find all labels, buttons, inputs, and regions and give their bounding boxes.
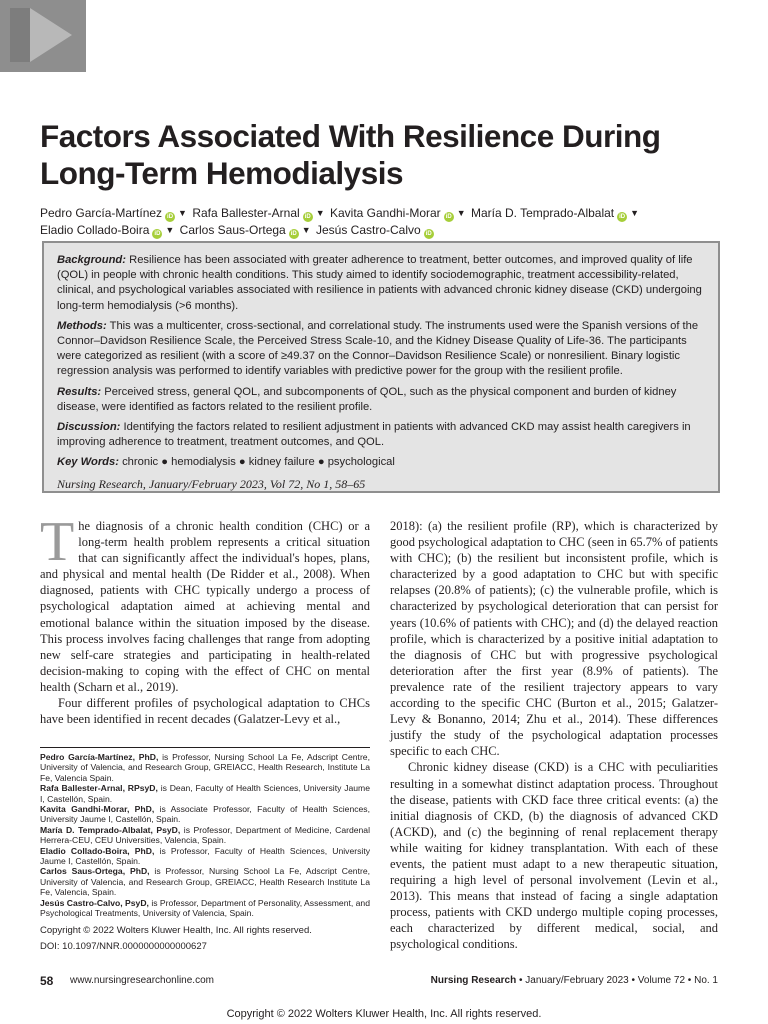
affiliation: María D. Temprado-Albalat, PsyD, is Professor, Department of Medicine, Cardenal Herrera-CEU, CEU Universities, Valencia, Spain. <box>40 824 370 846</box>
author-name[interactable]: Eladio Collado-Boira <box>40 223 150 237</box>
down-triangle-icon: ▼ <box>301 225 311 235</box>
down-triangle-icon: ▼ <box>315 208 325 218</box>
body-paragraph: Four different profiles of psychological adaptation to CHCs have been identified in recent decades (Galatzer-Levy et al., <box>40 696 370 727</box>
keyword: chronic <box>122 456 159 469</box>
body-column-left <box>40 511 370 727</box>
abstract-methods: Methods: This was a multicenter, cross-sectional, and correlational study. The instruments used were the Spanish versions of the Connor–Davidson Resilience Scale, the Perceived Stress Scale-10, and the Kidney Disease Quality of Life-36. The participants were categorized as resilient (with a score of ≥49.37 on the Connor–Davidson Resilience Scale) or nonresilient. Binary logistic regression analysis was performed to identify variables with predictive power for the group with the resilient profile. <box>57 319 699 378</box>
author-name[interactable]: Kavita Gandhi-Morar <box>329 206 441 220</box>
page-copyright: Copyright © 2022 Wolters Kluwer Health, Inc. All rights reserved. <box>226 1008 542 1020</box>
article-title: Factors Associated With Resilience During Long-Term Hemodialysis <box>40 118 661 191</box>
drop-cap: T <box>40 511 75 573</box>
abstract-results: Results: Perceived stress, general QOL, and subcomponents of QOL, such as the physical component and burden of kidney disease, were identified as factors related to the resilient profile. <box>57 385 677 413</box>
author-list <box>40 205 740 239</box>
down-triangle-icon: ▼ <box>178 208 187 218</box>
abstract-keywords: Key Words: chronic ● hemodialysis ● kidney failure ● psychological <box>57 456 395 469</box>
orcid-icon[interactable]: iD <box>445 214 452 220</box>
affiliation: Rafa Ballester-Arnal, RPsyD, is Dean, Faculty of Health Sciences, University Jaume I, Castellón, Spain. <box>40 783 370 804</box>
orcid-icon[interactable]: iD <box>290 231 297 237</box>
keyword: kidney failure <box>248 456 315 469</box>
footnote-divider <box>40 747 370 748</box>
website-link[interactable]: www.nursingresearchonline.com <box>70 975 214 986</box>
body-column-right <box>390 518 718 953</box>
orcid-icon[interactable]: iD <box>304 214 311 220</box>
orcid-icon[interactable]: iD <box>425 231 432 237</box>
author-affiliations <box>40 752 370 919</box>
page-number: 58 <box>40 974 54 988</box>
down-triangle-icon: ▼ <box>456 208 466 218</box>
author-name[interactable]: Pedro García-Martínez <box>40 206 163 220</box>
affiliation: Eladio Collado-Boira, PhD, is Professor, Faculty of Health Sciences, University Jaume I, Castellón, Spain. <box>40 845 370 867</box>
author-name[interactable]: Carlos Saus-Ortega <box>179 223 286 237</box>
doi-link[interactable]: DOI: 10.1097/NNR.0000000000000627 <box>40 941 207 952</box>
orcid-icon[interactable]: iD <box>167 214 174 220</box>
play-triangle-icon <box>0 0 86 72</box>
body-paragraph: 2018): (a) the resilient profile (RP), which is characterized by good psychological adaptation to CHC (seen in 65.7% of patients with CHC); (b) the resilient but inconsistent profile, which is characterized by a good adaptation to CHC but with specific relapses (20.8% of patients); (c) the vulnerable profile, which is characterized by psychological deterioration that can persist for years (10.6% of patients with CHC); and (d) the delayed reaction profile, which is characterized by a positive initial adaptation to the diagnosis of CHC but with progressive psychological deterioration after the first year (8.9% of patients). The prevalence rate of the resilient trajectory appears to vary according to the specific CHC (Burton et al., 2015; Galatzer-Levy & Bonanno, 2014; Zhu et al., 2014). These differences justify the study of the psychological adaptation processes specific to each CHC. <box>390 519 718 759</box>
down-triangle-icon: ▼ <box>630 208 640 218</box>
copyright-note: Copyright © 2022 Wolters Kluwer Health, Inc. All rights reserved. <box>40 925 312 936</box>
journal-footer: Nursing Research • January/February 2023 • Volume 72 • No. 1 <box>430 975 718 986</box>
body-paragraph: The diagnosis of a chronic health condition (CHC) or a long-term health problem represents a critical situation that can significantly affect the individual's hopes, plans, and physical and mental health (De Ridder et al., 2008). When diagnosed, patients with CHC typically undergo a process of psychological adaptation aimed at achieving mental and emotional balance within the situation imposed by the disease. This process involves facing challenges that range from adopting new self-care strategies and participating in health-related decision-making to coping with the effect of CHC on mental health (Scharn et al., 2019). <box>40 511 370 694</box>
affiliation: Jesús Castro-Calvo, PsyD, is Professor, Department of Personality, Assessment, and Psychological Treatments, University of Valencia, Spain. <box>40 897 370 919</box>
corner-tab <box>0 0 86 72</box>
orcid-icon[interactable]: iD <box>619 214 626 220</box>
body-paragraph: Chronic kidney disease (CKD) is a CHC with peculiarities resulting in a somewhat distinct adaptation process. Throughout the disease, patients with CKD face three critical events: (a) the initial diagnosis of CKD, (b) the diagnosis of advanced CKD (ACKD), and (c) the beginning of renal replacement therapy while waiting for kidney transplantation. With each of these events, the patient must adapt to a new therapeutic situation, requiring a high level of personal involvement (Levin et al., 2013). This means that instead of facing a single adaptation process, patients with CKD undergo multiple coping processes, each characterized by different medical, social, and psychological conditions. <box>390 760 718 952</box>
affiliation: Pedro García-Martínez, PhD, is Professor, Nursing School La Fe, Adscript Centre, University of Valencia, and Research Group, GREIACC, Health Research, Institute La Fe, Valencia Spain. <box>40 752 370 783</box>
author-name[interactable]: María D. Temprado-Albalat <box>470 206 615 220</box>
affiliation: Carlos Saus-Ortega, PhD, is Professor, Nursing School La Fe, Adscript Centre, University of Valencia, and Research Group, GREIACC, Health Research Institute La Fe, Valencia, Spain. <box>40 866 370 898</box>
keyword: hemodialysis <box>171 456 236 469</box>
down-triangle-icon: ▼ <box>165 225 175 235</box>
keyword: psychological <box>327 456 395 469</box>
author-name[interactable]: Rafa Ballester-Arnal <box>192 206 300 220</box>
journal-citation: Nursing Research, January/February 2023, Vol 72, No 1, 58–65 <box>57 476 366 491</box>
abstract-background: Background: Resilience has been associated with greater adherence to treatment, better outcomes, and improved quality of life (QOL) in people with chronic health conditions. This study aimed to identify sociodemographic, treatment accessibility-related, clinical, and psychological variables associated with resilience in patients with advanced chronic kidney disease (CKD) undergoing long-term hemodialysis (>6 months). <box>57 254 702 312</box>
abstract-discussion: Discussion: Identifying the factors related to resilient adjustment in patients with advanced CKD may assist health caregivers in improving adherence to treatment, treatment outcomes, and QOL. <box>57 421 691 449</box>
affiliation: Kavita Gandhi-Morar, PhD, is Associate Professor, Faculty of Health Sciences, University Jaume I, Castellón, Spain. <box>40 804 370 825</box>
abstract-box <box>42 241 720 493</box>
orcid-icon[interactable]: iD <box>154 231 161 237</box>
author-name[interactable]: Jesús Castro-Calvo <box>315 223 421 237</box>
